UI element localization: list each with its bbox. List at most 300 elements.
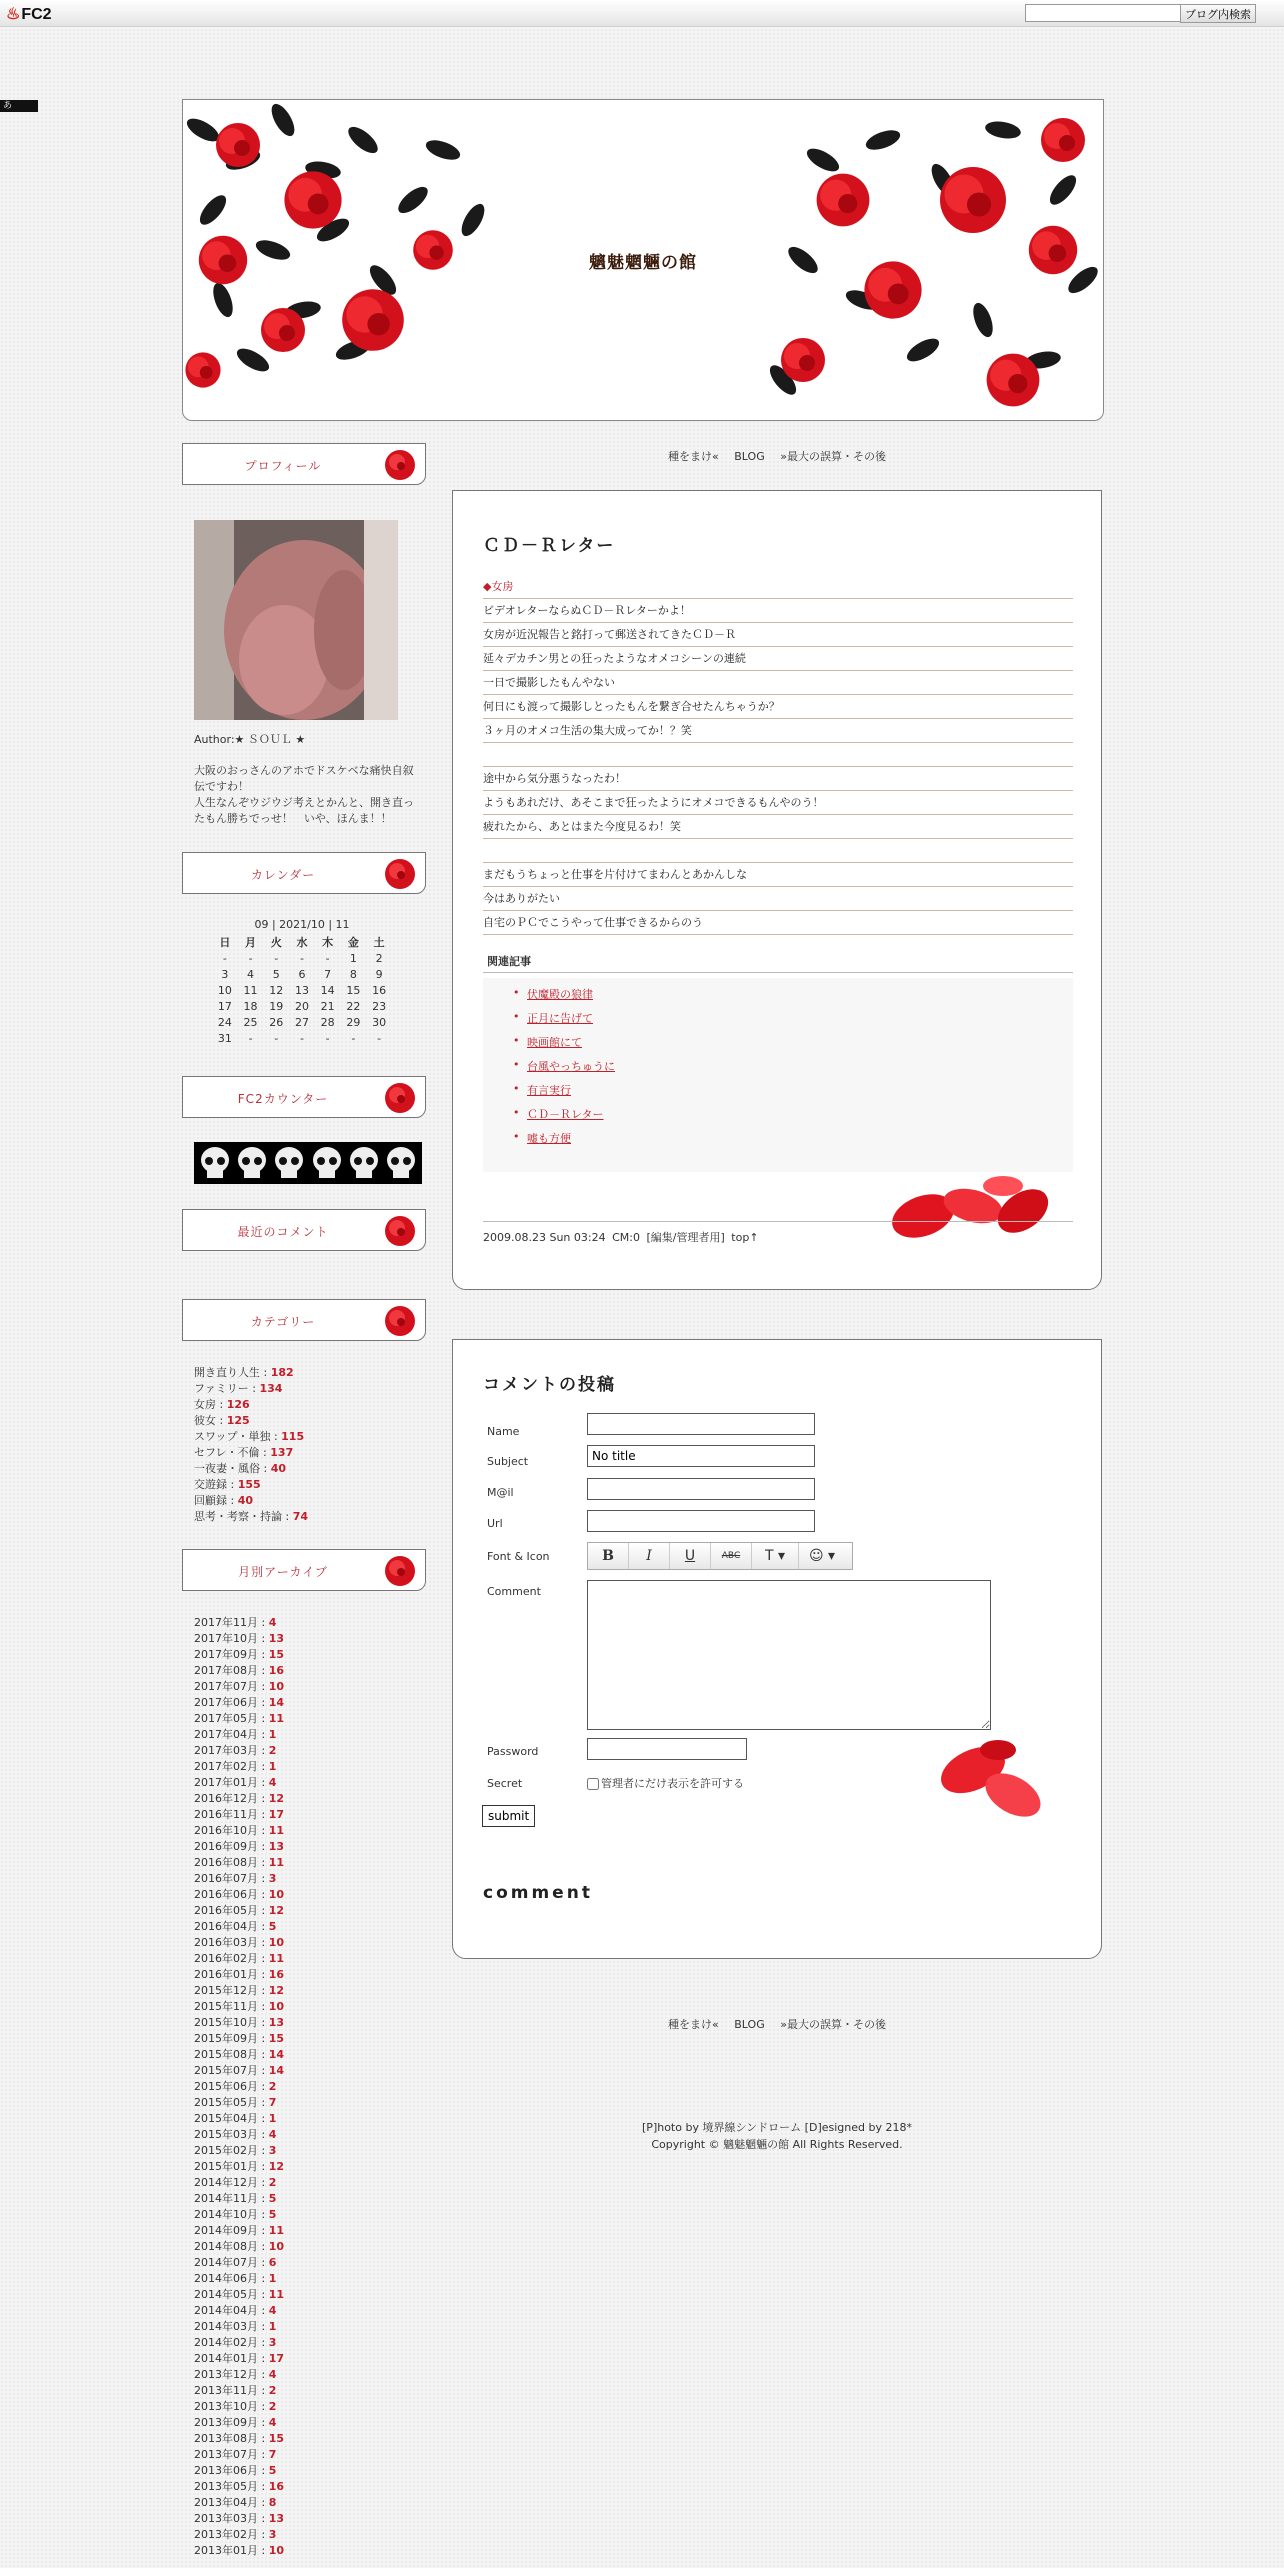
archive-month[interactable]: 2013年12月	[194, 2368, 258, 2381]
calendar-day: -	[274, 951, 279, 965]
archive-month[interactable]: 2015年03月	[194, 2128, 258, 2141]
calendar-weekday: 木	[322, 936, 334, 949]
category-name[interactable]: 交遊録	[194, 1478, 227, 1491]
calendar-day: -	[299, 1031, 304, 1045]
toolbar-badge[interactable]: あ	[0, 100, 38, 112]
archive-item[interactable]: 2015年03月 : 4	[194, 2128, 277, 2141]
blog-home-link[interactable]: BLOG	[734, 450, 765, 463]
calendar-week	[212, 1030, 392, 1046]
italic-button[interactable]: I	[629, 1543, 670, 1569]
fc2-flame-icon: ♨	[6, 6, 21, 23]
archive-month[interactable]: 2014年07月	[194, 2256, 258, 2269]
category-item[interactable]: 一夜妻・風俗 : 40	[194, 1462, 287, 1475]
archive-month[interactable]: 2016年12月	[194, 1792, 258, 1805]
top-link[interactable]: top↑	[731, 1231, 759, 1244]
archive-count: 17	[268, 2352, 285, 2365]
profile-bio-line: 伝ですわ！	[194, 780, 249, 793]
archive-month[interactable]: 2016年10月	[194, 1824, 258, 1837]
archive-month[interactable]: 2013年02月	[194, 2528, 258, 2541]
skull-digit-icon	[310, 1144, 344, 1182]
archive-item[interactable]: 2015年06月 : 2	[194, 2080, 277, 2093]
archive-month[interactable]: 2016年03月	[194, 1936, 258, 1949]
calendar-day: 25	[243, 1015, 258, 1029]
category-count: 137	[270, 1446, 294, 1459]
archive-count: 4	[268, 1616, 277, 1629]
archive-count: 3	[268, 2336, 277, 2349]
archive-month[interactable]: 2014年04月	[194, 2304, 258, 2317]
archive-count: 4	[268, 2304, 277, 2317]
archive-month[interactable]: 2013年03月	[194, 2512, 258, 2525]
category-name[interactable]: 開き直り人生	[194, 1366, 260, 1379]
archive-count: 10	[268, 2544, 285, 2557]
archive-item[interactable]: 2016年08月 : 11	[194, 1856, 285, 1869]
fc2-topbar	[0, 0, 1284, 27]
calendar-week	[212, 998, 392, 1014]
archive-count: 12	[268, 2160, 285, 2173]
archive-month[interactable]: 2013年05月	[194, 2480, 258, 2493]
calendar-day: 10	[217, 983, 232, 997]
archive-item[interactable]: 2014年03月 : 1	[194, 2320, 277, 2333]
archive-month[interactable]: 2017年11月	[194, 1616, 258, 1629]
rose-icon	[381, 1079, 419, 1117]
archive-item[interactable]: 2014年12月 : 2	[194, 2176, 277, 2189]
calendar-day: -	[325, 951, 330, 965]
category-name[interactable]: 彼女	[194, 1414, 216, 1427]
footer-copyright: Copyright © 魑魅魍魎の館 All Rights Reserved.	[651, 2138, 903, 2151]
archive-count: 1	[268, 2112, 277, 2125]
archive-item[interactable]: 2017年01月 : 4	[194, 1776, 277, 1789]
header-banner[interactable]	[182, 99, 1104, 421]
comments-heading: comment	[483, 1883, 593, 1903]
related-entry-link[interactable]: • 嘘も方便	[527, 1130, 571, 1146]
archive-month[interactable]: 2016年05月	[194, 1904, 258, 1917]
text-color-button[interactable]: T ▾	[752, 1543, 799, 1569]
archive-item[interactable]: 2017年09月 : 15	[194, 1648, 285, 1661]
archive-month[interactable]: 2013年01月	[194, 2544, 258, 2557]
blog-title[interactable]: 魑魅魍魎の館	[589, 253, 697, 273]
submit-button[interactable]: submit	[482, 1805, 535, 1827]
calendar-table	[212, 934, 392, 1046]
profile-author: Author:★ ＳＯＵＬ ★	[194, 733, 306, 746]
related-entry-link[interactable]: • ＣＤ－Ｒレター	[527, 1106, 604, 1122]
category-heading: カテゴリー	[250, 1315, 316, 1329]
calendar-day: -	[377, 1031, 382, 1045]
archive-count: 4	[268, 2128, 277, 2141]
archive-item[interactable]: 2014年06月 : 1	[194, 2272, 277, 2285]
archive-item[interactable]: 2017年11月 : 4	[194, 1616, 277, 1629]
category-item[interactable]: 開き直り人生 : 182	[194, 1366, 294, 1379]
related-entry-link[interactable]: • 映画館にて	[527, 1034, 582, 1050]
archive-item[interactable]: 2014年10月 : 5	[194, 2208, 277, 2221]
archive-month[interactable]: 2016年09月	[194, 1840, 258, 1853]
archive-heading-box	[182, 1549, 426, 1591]
archive-month[interactable]: 2017年04月	[194, 1728, 258, 1741]
calendar-day: 29	[346, 1015, 361, 1029]
next-entry-link[interactable]: »最大の誤算・その後	[780, 2018, 886, 2031]
archive-count: 4	[268, 2416, 277, 2429]
archive-month[interactable]: 2015年11月	[194, 2000, 258, 2013]
archive-month[interactable]: 2014年10月	[194, 2208, 258, 2221]
calendar-weekday: 火	[270, 936, 282, 949]
underline-button[interactable]: U	[670, 1543, 711, 1569]
archive-count: 1	[268, 1728, 277, 1741]
calendar-day: 14	[320, 983, 335, 997]
archive-month[interactable]: 2014年03月	[194, 2320, 258, 2333]
calendar-week	[212, 966, 392, 982]
category-item[interactable]: 女房 : 126	[194, 1398, 250, 1411]
category-item[interactable]: 思考・考察・持論 : 74	[194, 1510, 309, 1523]
category-item[interactable]: 彼女 : 125	[194, 1414, 250, 1427]
entry-text-line: 延々デカチン男との狂ったようなオメコシーンの連続	[483, 647, 1073, 671]
archive-count: 2	[268, 2400, 277, 2413]
archive-month[interactable]: 2013年11月	[194, 2384, 258, 2397]
category-item[interactable]: ファミリー : 134	[194, 1382, 283, 1395]
calendar-day: -	[351, 1031, 356, 1045]
archive-item[interactable]: 2015年09月 : 15	[194, 2032, 285, 2045]
archive-item[interactable]: 2014年04月 : 4	[194, 2304, 277, 2317]
next-entry-link[interactable]: »最大の誤算・その後	[780, 450, 886, 463]
archive-item[interactable]: 2014年05月 : 11	[194, 2288, 285, 2301]
calendar-day: -	[299, 951, 304, 965]
archive-item[interactable]: 2016年12月 : 12	[194, 1792, 285, 1805]
category-name[interactable]: 一夜妻・風俗	[194, 1462, 260, 1475]
archive-month[interactable]: 2015年01月	[194, 2160, 258, 2173]
archive-item[interactable]: 2016年05月 : 12	[194, 1904, 285, 1917]
calendar-heading-box	[182, 852, 426, 894]
archive-count: 15	[268, 2032, 285, 2045]
archive-month[interactable]: 2015年07月	[194, 2064, 258, 2077]
related-entry-link[interactable]: • 有言実行	[527, 1082, 571, 1098]
archive-month[interactable]: 2015年12月	[194, 1984, 258, 1997]
archive-month[interactable]: 2017年06月	[194, 1696, 258, 1709]
counter-heading: FC2カウンター	[237, 1092, 329, 1106]
calendar-day: -	[248, 951, 253, 965]
calendar-heading: カレンダー	[250, 868, 316, 882]
archive-item[interactable]: 2013年12月 : 4	[194, 2368, 277, 2381]
petals-decoration	[883, 1171, 1063, 1251]
archive-item[interactable]: 2013年11月 : 2	[194, 2384, 277, 2397]
archive-item[interactable]: 2013年03月 : 13	[194, 2512, 285, 2525]
archive-month[interactable]: 2017年05月	[194, 1712, 258, 1725]
calendar-week	[212, 950, 392, 966]
archive-month[interactable]: 2014年06月	[194, 2272, 258, 2285]
profile-bio-line: 大阪のおっさんのアホでドスケベな痛快自叙	[194, 764, 414, 777]
category-count: 134	[259, 1382, 283, 1395]
bold-button[interactable]: B	[588, 1543, 629, 1569]
archive-item[interactable]: 2016年09月 : 13	[194, 1840, 285, 1853]
archive-month[interactable]: 2014年11月	[194, 2192, 258, 2205]
calendar-day: 28	[320, 1015, 335, 1029]
archive-month[interactable]: 2015年06月	[194, 2080, 258, 2093]
archive-item[interactable]: 2013年10月 : 2	[194, 2400, 277, 2413]
emoji-button[interactable]: ☺ ▾	[808, 1548, 836, 1564]
blog-search-input[interactable]	[1025, 4, 1181, 22]
archive-month[interactable]: 2014年12月	[194, 2176, 258, 2189]
archive-item[interactable]: 2017年05月 : 11	[194, 1712, 285, 1725]
archive-count: 10	[268, 2000, 285, 2013]
archive-month[interactable]: 2015年05月	[194, 2096, 258, 2109]
archive-list	[194, 1615, 284, 2559]
calendar-weekday: 水	[296, 936, 308, 949]
archive-item[interactable]: 2016年01月 : 16	[194, 1968, 285, 1981]
profile-bio-line: 人生なんぞウジウジ考えとかんと、開き直っ	[194, 796, 414, 809]
category-name[interactable]: 回顧録	[194, 1494, 227, 1507]
recent-comments-heading-box	[182, 1209, 426, 1251]
archive-count: 1	[268, 1760, 277, 1773]
entry-text-line	[483, 743, 1073, 767]
calendar-caption[interactable]: 09 | 2021/10 | 11	[254, 918, 350, 931]
entry-text-line: ビデオレターならぬＣＤ－Ｒレターかよ！	[483, 599, 1073, 623]
entry-title: ＣＤ－Ｒレター	[483, 536, 616, 556]
category-item[interactable]: セフレ・不倫 : 137	[194, 1446, 294, 1459]
rose-icon	[381, 1212, 419, 1250]
archive-count: 12	[268, 1984, 285, 1997]
fc2-logo[interactable]: ♨FC2	[6, 6, 52, 23]
archive-item[interactable]: 2017年10月 : 13	[194, 1632, 285, 1645]
category-name[interactable]: 思考・考察・持論	[194, 1510, 282, 1523]
archive-month[interactable]: 2016年04月	[194, 1920, 258, 1933]
archive-item[interactable]: 2013年05月 : 16	[194, 2480, 285, 2493]
comment-label: Comment	[487, 1585, 541, 1598]
archive-month[interactable]: 2017年10月	[194, 1632, 258, 1645]
archive-item[interactable]: 2016年04月 : 5	[194, 1920, 277, 1933]
archive-month[interactable]: 2017年09月	[194, 1648, 258, 1661]
category-count: 40	[270, 1462, 287, 1475]
archive-item[interactable]: 2014年07月 : 6	[194, 2256, 277, 2269]
profile-bio-line: たもん勝ちでっせ！ いや、ほんま！！	[194, 812, 392, 825]
blog-search-button[interactable]: ブログ内検索	[1180, 4, 1256, 23]
archive-month[interactable]: 2016年11月	[194, 1808, 258, 1821]
skull-digit-icon	[384, 1144, 418, 1182]
archive-count: 8	[268, 2496, 277, 2509]
calendar-day: -	[248, 1031, 253, 1045]
related-entry-link[interactable]: • 正月に告げて	[527, 1010, 593, 1026]
archive-item[interactable]: 2015年02月 : 3	[194, 2144, 277, 2157]
archive-item[interactable]: 2013年06月 : 5	[194, 2464, 277, 2477]
calendar-day: 26	[269, 1015, 284, 1029]
archive-month[interactable]: 2016年07月	[194, 1872, 258, 1885]
archive-count: 13	[268, 1632, 285, 1645]
secret-option	[587, 1775, 744, 1791]
edit-link[interactable]: [編集/管理者用]	[646, 1231, 725, 1244]
archive-item[interactable]: 2013年01月 : 10	[194, 2544, 285, 2557]
archive-item[interactable]: 2017年03月 : 2	[194, 1744, 277, 1757]
entry-text-line	[483, 839, 1073, 863]
archive-item[interactable]: 2015年12月 : 12	[194, 1984, 285, 1997]
archive-count: 10	[268, 1936, 285, 1949]
calendar-day: 17	[217, 999, 232, 1013]
archive-item[interactable]: 2014年02月 : 3	[194, 2336, 277, 2349]
archive-item[interactable]: 2017年04月 : 1	[194, 1728, 277, 1741]
archive-item[interactable]: 2014年09月 : 11	[194, 2224, 285, 2237]
archive-item[interactable]: 2016年07月 : 3	[194, 1872, 277, 1885]
entry-text-line: ようもあれだけ、あそこまで狂ったようにオメコできるもんやのう！	[483, 791, 1073, 815]
font-icon-label: Font & Icon	[487, 1550, 550, 1563]
calendar-day: 9	[375, 967, 383, 981]
category-name[interactable]: スワップ・単独	[194, 1430, 271, 1443]
subject-input[interactable]	[587, 1445, 815, 1467]
archive-month[interactable]: 2013年08月	[194, 2432, 258, 2445]
archive-month[interactable]: 2013年04月	[194, 2496, 258, 2509]
calendar-day: 4	[247, 967, 255, 981]
archive-count: 15	[268, 2432, 285, 2445]
category-item[interactable]: 交遊録 : 155	[194, 1478, 261, 1491]
archive-item[interactable]: 2016年11月 : 17	[194, 1808, 285, 1821]
password-label: Password	[487, 1745, 539, 1758]
calendar-weekday-row	[212, 934, 392, 950]
archive-item[interactable]: 2013年02月 : 3	[194, 2528, 277, 2541]
secret-checkbox[interactable]	[587, 1778, 599, 1790]
archive-month[interactable]: 2015年02月	[194, 2144, 258, 2157]
comment-count-link[interactable]: CM:0	[612, 1231, 640, 1244]
archive-month[interactable]: 2017年01月	[194, 1776, 258, 1789]
archive-month[interactable]: 2014年08月	[194, 2240, 258, 2253]
skull-digit-icon	[198, 1144, 232, 1182]
calendar-day: 6	[298, 967, 306, 981]
archive-item[interactable]: 2015年07月 : 14	[194, 2064, 285, 2077]
archive-count: 5	[268, 2464, 277, 2477]
entry-text-line: 自宅のＰＣでこうやって仕事できるからのう	[483, 911, 1073, 935]
calendar-day: 22	[346, 999, 361, 1013]
archive-month[interactable]: 2014年01月	[194, 2352, 258, 2365]
calendar-day: 12	[269, 983, 284, 997]
strike-button[interactable]: ABC	[711, 1543, 752, 1569]
archive-month[interactable]: 2013年07月	[194, 2448, 258, 2461]
name-input[interactable]	[587, 1413, 815, 1435]
calendar-day: 13	[294, 983, 309, 997]
blog-home-link[interactable]: BLOG	[734, 2018, 765, 2031]
prev-entry-link[interactable]: 種をまけ«	[668, 450, 719, 463]
entry-text-line: 一日で撮影したもんやない	[483, 671, 1073, 695]
archive-item[interactable]: 2017年02月 : 1	[194, 1760, 277, 1773]
mail-input[interactable]	[587, 1478, 815, 1500]
archive-month[interactable]: 2016年06月	[194, 1888, 258, 1901]
archive-count: 2	[268, 1744, 277, 1757]
archive-item[interactable]: 2016年02月 : 11	[194, 1952, 285, 1965]
password-input[interactable]	[587, 1738, 747, 1760]
archive-month[interactable]: 2017年08月	[194, 1664, 258, 1677]
skull-digit-icon	[272, 1144, 306, 1182]
profile-heading: プロフィール	[244, 459, 322, 473]
archive-month[interactable]: 2016年02月	[194, 1952, 258, 1965]
calendar-weekday: 金	[347, 936, 359, 949]
archive-month[interactable]: 2015年10月	[194, 2016, 258, 2029]
archive-month[interactable]: 2015年04月	[194, 2112, 258, 2125]
archive-month[interactable]: 2013年10月	[194, 2400, 258, 2413]
comment-textarea[interactable]	[587, 1580, 991, 1730]
url-input[interactable]	[587, 1510, 815, 1532]
archive-month[interactable]: 2014年02月	[194, 2336, 258, 2349]
category-list	[194, 1365, 308, 1525]
archive-item[interactable]: 2015年05月 : 7	[194, 2096, 277, 2109]
archive-count: 7	[268, 2448, 277, 2461]
archive-item[interactable]: 2014年08月 : 10	[194, 2240, 285, 2253]
category-count: 126	[226, 1398, 250, 1411]
calendar-day: 11	[243, 983, 258, 997]
archive-item[interactable]: 2016年06月 : 10	[194, 1888, 285, 1901]
archive-count: 14	[268, 2064, 285, 2077]
archive-item[interactable]: 2015年04月 : 1	[194, 2112, 277, 2125]
archive-count: 17	[268, 1808, 285, 1821]
archive-month[interactable]: 2017年02月	[194, 1760, 258, 1773]
archive-month[interactable]: 2014年05月	[194, 2288, 258, 2301]
archive-item[interactable]: 2016年03月 : 10	[194, 1936, 285, 1949]
counter-heading-box	[182, 1076, 426, 1118]
footer-credit: [P]hoto by 境界線シンドローム [D]esigned by 218*	[642, 2121, 912, 2134]
archive-count: 11	[268, 1824, 285, 1837]
archive-month[interactable]: 2016年01月	[194, 1968, 258, 1981]
archive-item[interactable]: 2015年11月 : 10	[194, 2000, 285, 2013]
archive-month[interactable]: 2015年08月	[194, 2048, 258, 2061]
archive-count: 2	[268, 2384, 277, 2397]
related-entry-link[interactable]: • 台風やっちゅうに	[527, 1058, 615, 1074]
archive-count: 10	[268, 1888, 285, 1901]
entry-text-line: まだもうちょっと仕事を片付けてまわんとあかんしな	[483, 863, 1073, 887]
calendar-week	[212, 1014, 392, 1030]
archive-count: 6	[268, 2256, 277, 2269]
archive-count: 3	[268, 1872, 277, 1885]
archive-item[interactable]: 2017年06月 : 14	[194, 1696, 285, 1709]
archive-item[interactable]: 2017年08月 : 16	[194, 1664, 285, 1677]
entry-text-line: 女房が近況報告と銘打って郵送されてきたＣＤ－Ｒ	[483, 623, 1073, 647]
archive-count: 12	[268, 1904, 285, 1917]
calendar-day: -	[325, 1031, 330, 1045]
prev-entry-link[interactable]: 種をまけ«	[668, 2018, 719, 2031]
format-toolbar	[587, 1542, 853, 1570]
related-entry-link[interactable]: • 伏魔殿の狼律	[527, 986, 593, 1002]
archive-item[interactable]: 2014年01月 : 17	[194, 2352, 285, 2365]
category-name[interactable]: セフレ・不倫	[194, 1446, 260, 1459]
calendar-week	[212, 982, 392, 998]
archive-item[interactable]: 2014年11月 : 5	[194, 2192, 277, 2205]
archive-count: 11	[268, 1712, 285, 1725]
category-item[interactable]: 回顧録 : 40	[194, 1494, 254, 1507]
archive-item[interactable]: 2016年10月 : 11	[194, 1824, 285, 1837]
archive-count: 13	[268, 2016, 285, 2029]
archive-month[interactable]: 2017年07月	[194, 1680, 258, 1693]
archive-item[interactable]: 2013年08月 : 15	[194, 2432, 285, 2445]
archive-month[interactable]: 2013年09月	[194, 2416, 258, 2429]
rose-icon	[381, 855, 419, 893]
entry-footer-rule	[483, 1221, 1073, 1222]
calendar-day: 8	[349, 967, 357, 981]
category-name[interactable]: ファミリー	[194, 1382, 249, 1395]
archive-count: 11	[268, 1952, 285, 1965]
archive-item[interactable]: 2015年08月 : 14	[194, 2048, 285, 2061]
rose-icon	[381, 1302, 419, 1340]
archive-month[interactable]: 2013年06月	[194, 2464, 258, 2477]
category-count: 125	[226, 1414, 250, 1427]
archive-month[interactable]: 2017年03月	[194, 1744, 258, 1757]
archive-count: 15	[268, 1648, 285, 1661]
archive-count: 1	[268, 2272, 277, 2285]
archive-month[interactable]: 2016年08月	[194, 1856, 258, 1869]
archive-month[interactable]: 2015年09月	[194, 2032, 258, 2045]
category-name[interactable]: 女房	[194, 1398, 216, 1411]
archive-item[interactable]: 2015年01月 : 12	[194, 2160, 285, 2173]
category-item[interactable]: スワップ・単独 : 115	[194, 1430, 305, 1443]
archive-item[interactable]: 2013年04月 : 8	[194, 2496, 277, 2509]
archive-item[interactable]: 2015年10月 : 13	[194, 2016, 285, 2029]
archive-item[interactable]: 2013年09月 : 4	[194, 2416, 277, 2429]
archive-count: 5	[268, 1920, 277, 1933]
archive-item[interactable]: 2017年07月 : 10	[194, 1680, 285, 1693]
archive-item[interactable]: 2013年07月 : 7	[194, 2448, 277, 2461]
archive-month[interactable]: 2014年09月	[194, 2224, 258, 2237]
archive-count: 12	[268, 1792, 285, 1805]
secret-label: Secret	[487, 1777, 523, 1790]
archive-count: 11	[268, 2288, 285, 2301]
